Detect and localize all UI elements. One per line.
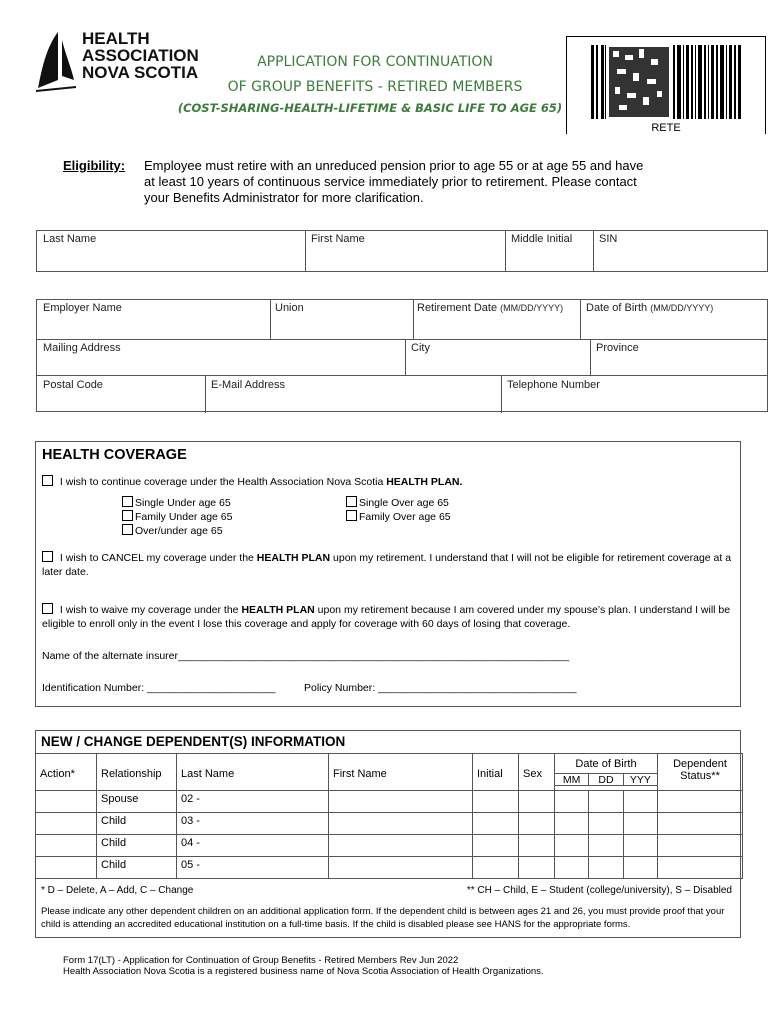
barcode-box [566,36,766,134]
col-sex: Sex [519,754,555,791]
identification-number-field[interactable]: Identification Number: ______________________ [42,682,276,694]
col-dob [555,754,658,791]
employer-name-field[interactable]: Employer Name [43,302,122,314]
row-relationship: Child [97,857,177,879]
table-row [36,813,743,835]
telephone-field[interactable]: Telephone Number [507,379,600,391]
retirement-date-format: (MM/DD/YYYY) [500,303,564,313]
logo-line-3: NOVA SCOTIA [82,63,199,82]
union-field[interactable]: Union [275,302,304,314]
alternate-insurer-field[interactable]: Name of the alternate insurer___________________________________________________________________ [42,650,570,662]
family-over-checkbox[interactable] [346,510,357,521]
cancel-coverage-bold: HEALTH PLAN [256,552,331,564]
postal-code-field[interactable]: Postal Code [43,379,103,391]
city-field[interactable]: City [411,342,430,354]
cancel-coverage-text: I wish to CANCEL my coverage under the [59,552,257,564]
date-of-birth-field[interactable] [586,302,766,314]
logo-line-1: HEALTH [82,29,150,48]
health-coverage-section [35,441,741,707]
family-under-label: Family Under age 65 [135,511,233,523]
dependents-table [35,753,743,879]
row-last-name-cell[interactable]: 03 - [177,813,329,835]
col-status: Dependent Status** [658,754,743,791]
col-dob-mm: MM [555,773,589,786]
row-last-name-cell[interactable]: 05 - [177,857,329,879]
waive-coverage-checkbox[interactable] [42,603,53,614]
address-block [36,299,768,412]
over-under-label: Over/under age 65 [135,525,223,537]
logo [36,30,201,92]
table-row [36,791,743,813]
single-under-label: Single Under age 65 [135,497,231,509]
eligibility-label: Eligibility: [63,158,126,173]
form-subtitle: (COST-SHARING-HEALTH-LIFETIME & BASIC LIFE TO AGE 65) [177,101,563,115]
form-title-line1: APPLICATION FOR CONTINUATION [257,54,493,70]
table-row [36,835,743,857]
first-name-field[interactable]: First Name [311,233,365,245]
row-last-name-cell[interactable]: 04 - [177,835,329,857]
col-last-name: Last Name [177,754,329,791]
sin-field[interactable]: SIN [599,233,618,245]
col-dob-yyy: YYY [624,773,657,786]
over-under-checkbox[interactable] [122,524,133,535]
date-of-birth-label: Date of Birth [586,302,648,314]
waive-coverage-suffix: upon my retirement because I am covered under my spouse’s plan. I understand I will be eligible to enroll only in the event I lose this coverage and apply for coverage with 60 days of losing that coverage. [42,604,731,630]
waive-coverage-bold: HEALTH PLAN [241,604,315,616]
retirement-date-label: Retirement Date [417,302,498,314]
last-name-field[interactable]: Last Name [43,233,97,245]
single-over-label: Single Over age 65 [359,497,449,509]
continue-coverage-text: I wish to continue coverage under the Health Association Nova Scotia [59,476,387,488]
email-field[interactable]: E-Mail Address [211,379,285,391]
footnote-status: ** CH – Child, E – Student (college/university), S – Disabled [466,885,732,896]
middle-initial-field[interactable]: Middle Initial [511,233,573,245]
province-field[interactable]: Province [596,342,639,354]
dependents-section [35,730,741,938]
row-action-cell[interactable] [36,813,97,835]
eligibility-text: Employee must retire with an unreduced pension prior to age 55 or at age 55 and have at least 10 years of continuous service immediately prior to retirement. Please contact your Benefits Administrator for more clarification. [144,158,644,205]
footer-line1: Form 17(LT) - Application for Continuation of Group Benefits - Retired Members Rev Jun 2022 [63,955,459,966]
row-relationship: Child [97,813,177,835]
waive-coverage-text: I wish to waive my coverage under the [59,604,242,616]
single-over-checkbox[interactable] [346,496,357,507]
row-action-cell[interactable] [36,857,97,879]
continue-coverage-bold: HEALTH PLAN. [386,476,463,488]
health-coverage-title: HEALTH COVERAGE [42,447,187,463]
footer-line2: Health Association Nova Scotia is a registered business name of Nova Scotia Association of Health Organizations. [63,966,544,977]
col-dob-label: Date of Birth [575,758,637,770]
family-under-checkbox[interactable] [122,510,133,521]
col-action: Action* [36,754,97,791]
sailboat-icon [36,30,76,92]
mailing-address-field[interactable]: Mailing Address [43,342,121,354]
form-title-line2: OF GROUP BENEFITS - RETIRED MEMBERS [227,79,523,95]
col-dob-dd: DD [589,773,623,786]
dependents-note: Please indicate any other dependent children on an additional application form. If the dependent child is between ages 21 and 26, you must provide proof that your child is attending an accredited educational institution on a full-time basis. If the child is disabled please see HANS for the appropriate forms. [41,906,725,930]
row-last-name-cell[interactable]: 02 - [177,791,329,813]
col-initial: Initial [473,754,519,791]
table-row [36,857,743,879]
row-action-cell[interactable] [36,791,97,813]
row-action-cell[interactable] [36,835,97,857]
barcode-label: RETE [651,122,681,134]
barcode-icon [591,45,741,119]
col-first-name: First Name [329,754,473,791]
row-relationship: Child [97,835,177,857]
name-row [36,230,768,272]
retirement-date-field[interactable] [417,302,577,314]
family-over-label: Family Over age 65 [359,511,451,523]
dependents-title: NEW / CHANGE DEPENDENT(S) INFORMATION [41,734,346,749]
continue-coverage-checkbox[interactable] [42,475,53,486]
footnote-action: * D – Delete, A – Add, C – Change [41,885,194,896]
row-relationship: Spouse [97,791,177,813]
eligibility-block [63,158,663,206]
logo-line-2: ASSOCIATION [82,46,199,65]
cancel-coverage-checkbox[interactable] [42,551,53,562]
col-relationship: Relationship [97,754,177,791]
policy-number-field[interactable]: Policy Number: __________________________________ [304,682,577,694]
cancel-coverage-suffix: upon my retirement. I understand that I will not be eligible for retirement coverage at a later date. [42,552,732,578]
date-of-birth-format: (MM/DD/YYYY) [650,303,714,313]
single-under-checkbox[interactable] [122,496,133,507]
